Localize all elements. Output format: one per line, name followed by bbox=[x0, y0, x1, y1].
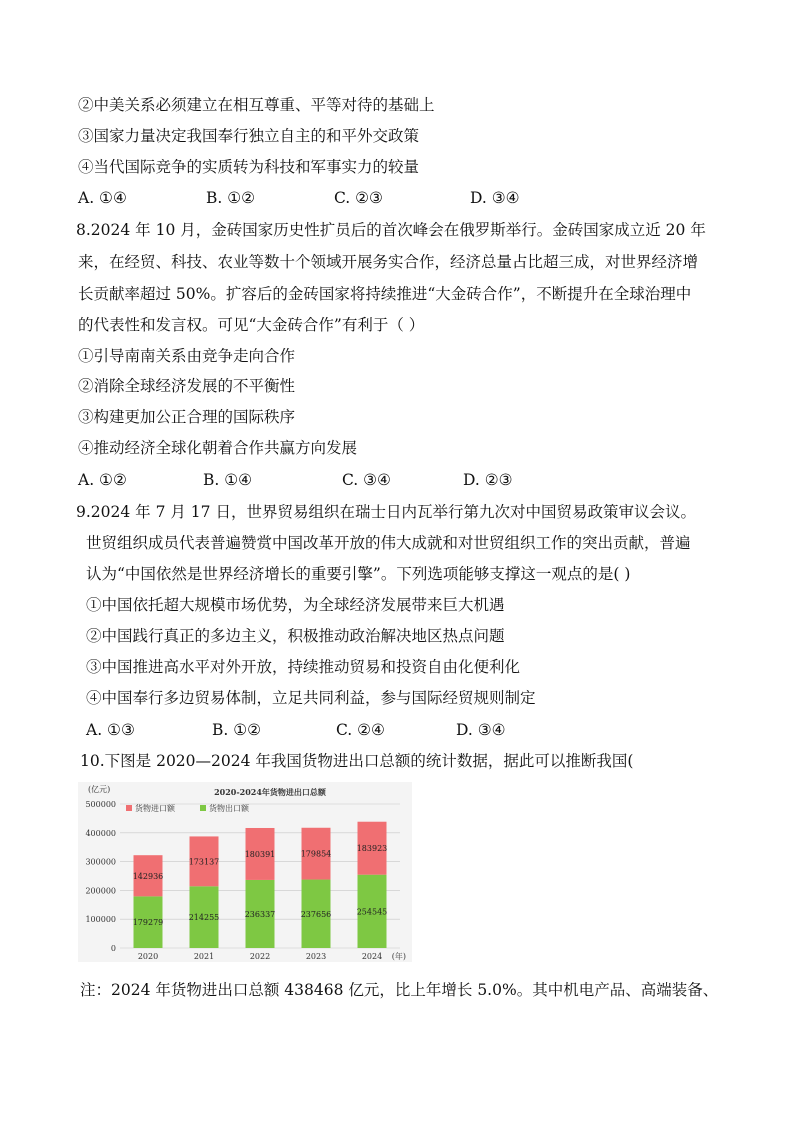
q9-item-4: ④中国奉行多边贸易体制，立足共同利益，参与国际经贸规则制定 bbox=[86, 689, 536, 707]
y-tick-label: 300000 bbox=[85, 857, 116, 867]
q7-answer-b: B. ①② bbox=[206, 189, 256, 207]
x-tick-label: 2020 bbox=[137, 952, 159, 961]
q8-answer-d: D. ②③ bbox=[463, 471, 513, 489]
q8-stem-line-2: 来，在经贸、科技、农业等数十个领域开展务实合作，经济总量占比超三成，对世界经济增 bbox=[78, 253, 699, 271]
q8-stem-line-4: 的代表性和发言权。可见“大金砖合作”有利于（ ） bbox=[78, 316, 425, 334]
x-tick-label: 2022 bbox=[249, 952, 271, 961]
q8-answer-a: A. ①② bbox=[78, 471, 127, 489]
legend-swatch bbox=[126, 805, 132, 811]
x-tick-label: 2023 bbox=[305, 952, 327, 961]
q8-item-2: ②消除全球经济发展的不平衡性 bbox=[78, 377, 296, 395]
y-tick-label: 0 bbox=[110, 944, 116, 953]
q8-stem-line-1: 8.2024 年 10 月，金砖国家历史性扩员后的首次峰会在俄罗斯举行。金砖国家成立近 20 年 bbox=[76, 221, 706, 239]
data-label: 142936 bbox=[132, 871, 164, 881]
y-tick-label: 500000 bbox=[85, 800, 116, 809]
legend-label: 货物出口额 bbox=[209, 804, 249, 813]
x-tick-label: 2021 bbox=[193, 952, 215, 961]
y-axis-label: (亿元) bbox=[88, 785, 111, 794]
q7-answer-c: C. ②③ bbox=[334, 189, 383, 207]
q8-stem-line-3: 长贡献率超过 50%。扩容后的金砖国家将持续推进“大金砖合作”，不断提升在全球治理中 bbox=[78, 285, 692, 303]
data-label: 214255 bbox=[188, 913, 220, 923]
q9-item-3: ③中国推进高水平对外开放，持续推动贸易和投资自由化便利化 bbox=[86, 658, 521, 676]
q8-answer-b: B. ①④ bbox=[203, 471, 253, 489]
q9-answer-d: D. ③④ bbox=[456, 721, 506, 739]
q7-item-4: ④当代国际竞争的实质转为科技和军事实力的较量 bbox=[78, 158, 420, 176]
q7-item-2: ②中美关系必须建立在相互尊重、平等对待的基础上 bbox=[78, 96, 435, 114]
q7-answers bbox=[78, 188, 678, 208]
data-label: 183923 bbox=[356, 844, 388, 854]
y-tick-label: 400000 bbox=[85, 828, 116, 838]
q9-stem-line-2: 世贸组织成员代表普遍赞赏中国改革开放的伟大成就和对世贸组织工作的突出贡献，普遍 bbox=[86, 534, 691, 552]
q7-answer-a: A. ①④ bbox=[78, 189, 127, 207]
q7-answer-d: D. ③④ bbox=[470, 189, 520, 207]
data-label: 179854 bbox=[300, 849, 332, 859]
q9-answer-a: A. ①③ bbox=[86, 721, 135, 739]
q9-stem-line-3: 认为“中国依然是世界经济增长的重要引擎”。下列选项能够支撑这一观点的是( ) bbox=[86, 565, 631, 583]
q8-item-4: ④推动经济全球化朝着合作共赢方向发展 bbox=[78, 439, 358, 457]
q9-answer-b: B. ①② bbox=[212, 721, 262, 739]
data-label: 254545 bbox=[356, 907, 388, 917]
q8-answers bbox=[78, 470, 678, 490]
legend-label: 货物进口额 bbox=[135, 804, 175, 813]
q9-item-1: ①中国依托超大规模市场优势，为全球经济发展带来巨大机遇 bbox=[86, 596, 505, 614]
q8-answer-c: C. ③④ bbox=[342, 471, 391, 489]
x-axis-label: (年) bbox=[391, 952, 406, 961]
q9-stem-line-1: 9.2024 年 7 月 17 日，世界贸易组织在瑞士日内瓦举行第九次对中国贸易政策审议会议。 bbox=[76, 503, 696, 521]
data-label: 173137 bbox=[188, 857, 220, 867]
chart-title: 2020-2024年货物进出口总额 bbox=[214, 787, 326, 797]
q9-item-2: ②中国践行真正的多边主义，积极推动政治解决地区热点问题 bbox=[86, 627, 505, 645]
q10-stem: 10.下图是 2020—2024 年我国货物进出口总额的统计数据，据此可以推断我国( bbox=[80, 752, 634, 770]
chart-container bbox=[78, 782, 412, 962]
data-label: 179279 bbox=[132, 918, 164, 928]
data-label: 180391 bbox=[244, 849, 276, 859]
q8-item-3: ③构建更加公正合理的国际秩序 bbox=[78, 408, 296, 426]
q8-item-1: ①引导南南关系由竞争走向合作 bbox=[78, 347, 296, 365]
q9-answers bbox=[86, 720, 686, 740]
y-tick-label: 100000 bbox=[85, 915, 116, 925]
data-label: 236337 bbox=[244, 909, 276, 919]
q10-note: 注：2024 年货物进出口总额 438468 亿元，比上年增长 5.0%。其中机电产品、高端装备、 bbox=[80, 981, 719, 999]
q7-item-3: ③国家力量决定我国奉行独立自主的和平外交政策 bbox=[78, 127, 420, 145]
bar-chart bbox=[78, 782, 412, 962]
legend-swatch bbox=[200, 805, 206, 811]
data-label: 237656 bbox=[300, 909, 332, 919]
y-tick-label: 200000 bbox=[85, 886, 116, 896]
q9-answer-c: C. ②④ bbox=[336, 721, 385, 739]
x-tick-label: 2024 bbox=[361, 952, 383, 961]
